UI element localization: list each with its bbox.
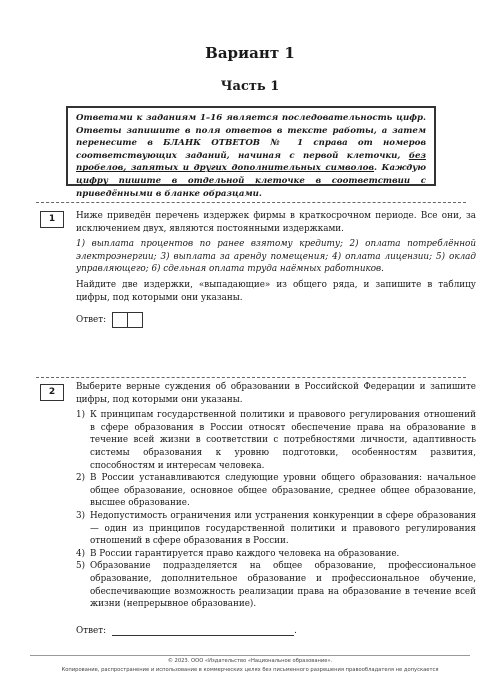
answer-label: Ответ:	[76, 314, 107, 325]
answer-cell[interactable]	[112, 312, 128, 328]
options-list	[76, 409, 476, 611]
question-1	[76, 210, 476, 328]
question-number-1: 1	[40, 211, 64, 228]
question-number-2: 2	[40, 384, 64, 401]
option-number: 2)	[76, 473, 86, 484]
instructions-text-end: . Каждую цифру пишите в отдельной клеточке в соответствии с приведёнными в бланке образцами.	[76, 163, 427, 199]
option-4	[76, 548, 476, 561]
answer-line[interactable]	[112, 626, 294, 636]
answer-row-1	[76, 312, 476, 328]
footer-copyright: © 2023. ООО «Издательство «Национальное образование».	[167, 658, 333, 664]
option-number: 1)	[76, 410, 86, 421]
answer-cells	[112, 312, 143, 328]
option-text: Образование подразделяется на общее образование, профессиональное образование, дополнительное образование и профессиональное обучение, обеспечивающие возможность реализации права на образование в течение всей жизни (непрерывное образование).	[90, 561, 476, 610]
instructions-box	[66, 106, 436, 199]
question-2-prompt: Выберите верные суждения об образовании в Российской Федерации и запишите цифры, под которыми они указаны.	[76, 382, 476, 405]
option-number: 5)	[76, 561, 86, 572]
option-3	[76, 510, 476, 548]
question-1-list: 1) выплата процентов по ранее взятому кредиту; 2) оплата потреблённой электроэнергии; 3) выплата за аренду помещения; 4) оплата лицензии; 5) оклад управляющего; 6) сдельная оплата труда наёмных работников.	[76, 239, 476, 275]
question-separator	[36, 377, 466, 378]
question-1-task: Найдите две издержки, «выпадающие» из общего ряда, и запишите в таблицу цифры, под которыми они указаны.	[76, 279, 476, 303]
footer-divider	[30, 655, 470, 656]
option-2	[76, 472, 476, 510]
part-title: Часть 1	[220, 79, 280, 94]
option-text: Недопустимость ограничения или устранения конкуренции в сфере образования — один из принципов государственной политики и правового регулирования отношений в сфере образования в России.	[90, 510, 476, 547]
option-1	[76, 409, 476, 472]
option-5	[76, 560, 476, 610]
answer-label: Ответ:	[76, 625, 107, 636]
question-separator	[36, 202, 466, 203]
answer-row-2: Ответ: .	[76, 625, 297, 636]
question-2	[76, 381, 476, 637]
option-text: К принципам государственной политики и правового регулирования отношений в сфере образования в России относят обеспечение права на образование в течение всей жизни в соответствии с потребностями личности, адаптивность системы образования к уровню подготовки, особенностям развития, способностям и интересам человека.	[90, 410, 476, 471]
question-1-prompt: Ниже приведён перечень издержек фирмы в краткосрочном периоде. Все они, за исключением двух, являются постоянными издержками.	[76, 211, 476, 234]
instructions-text: Ответами к заданиям 1–16 является последовательность цифр. Ответы запишите в поля ответов в тексте работы, а затем перенесите в БЛАНК ОТВЕТОВ № 1 справа от номеров соответствующих заданий, начиная с первой клеточки,	[76, 113, 426, 161]
option-text: В России устанавливаются следующие уровни общего образования: начальное общее образование, основное общее образование, среднее общее образование, высшее образование.	[90, 473, 476, 509]
instructions-underlined: без пробелов, запятых и других дополнительных символов	[76, 150, 426, 174]
variant-title: Вариант 1	[205, 44, 295, 62]
option-number: 3)	[76, 510, 86, 521]
option-text: В России гарантируется право каждого человека на образование.	[90, 548, 400, 559]
answer-cell[interactable]	[128, 312, 143, 328]
option-number: 4)	[76, 548, 86, 559]
footer-notice: Копирование, распространение и использование в коммерческих целях без письменного разрешения правообладателя не допускается	[61, 667, 439, 673]
